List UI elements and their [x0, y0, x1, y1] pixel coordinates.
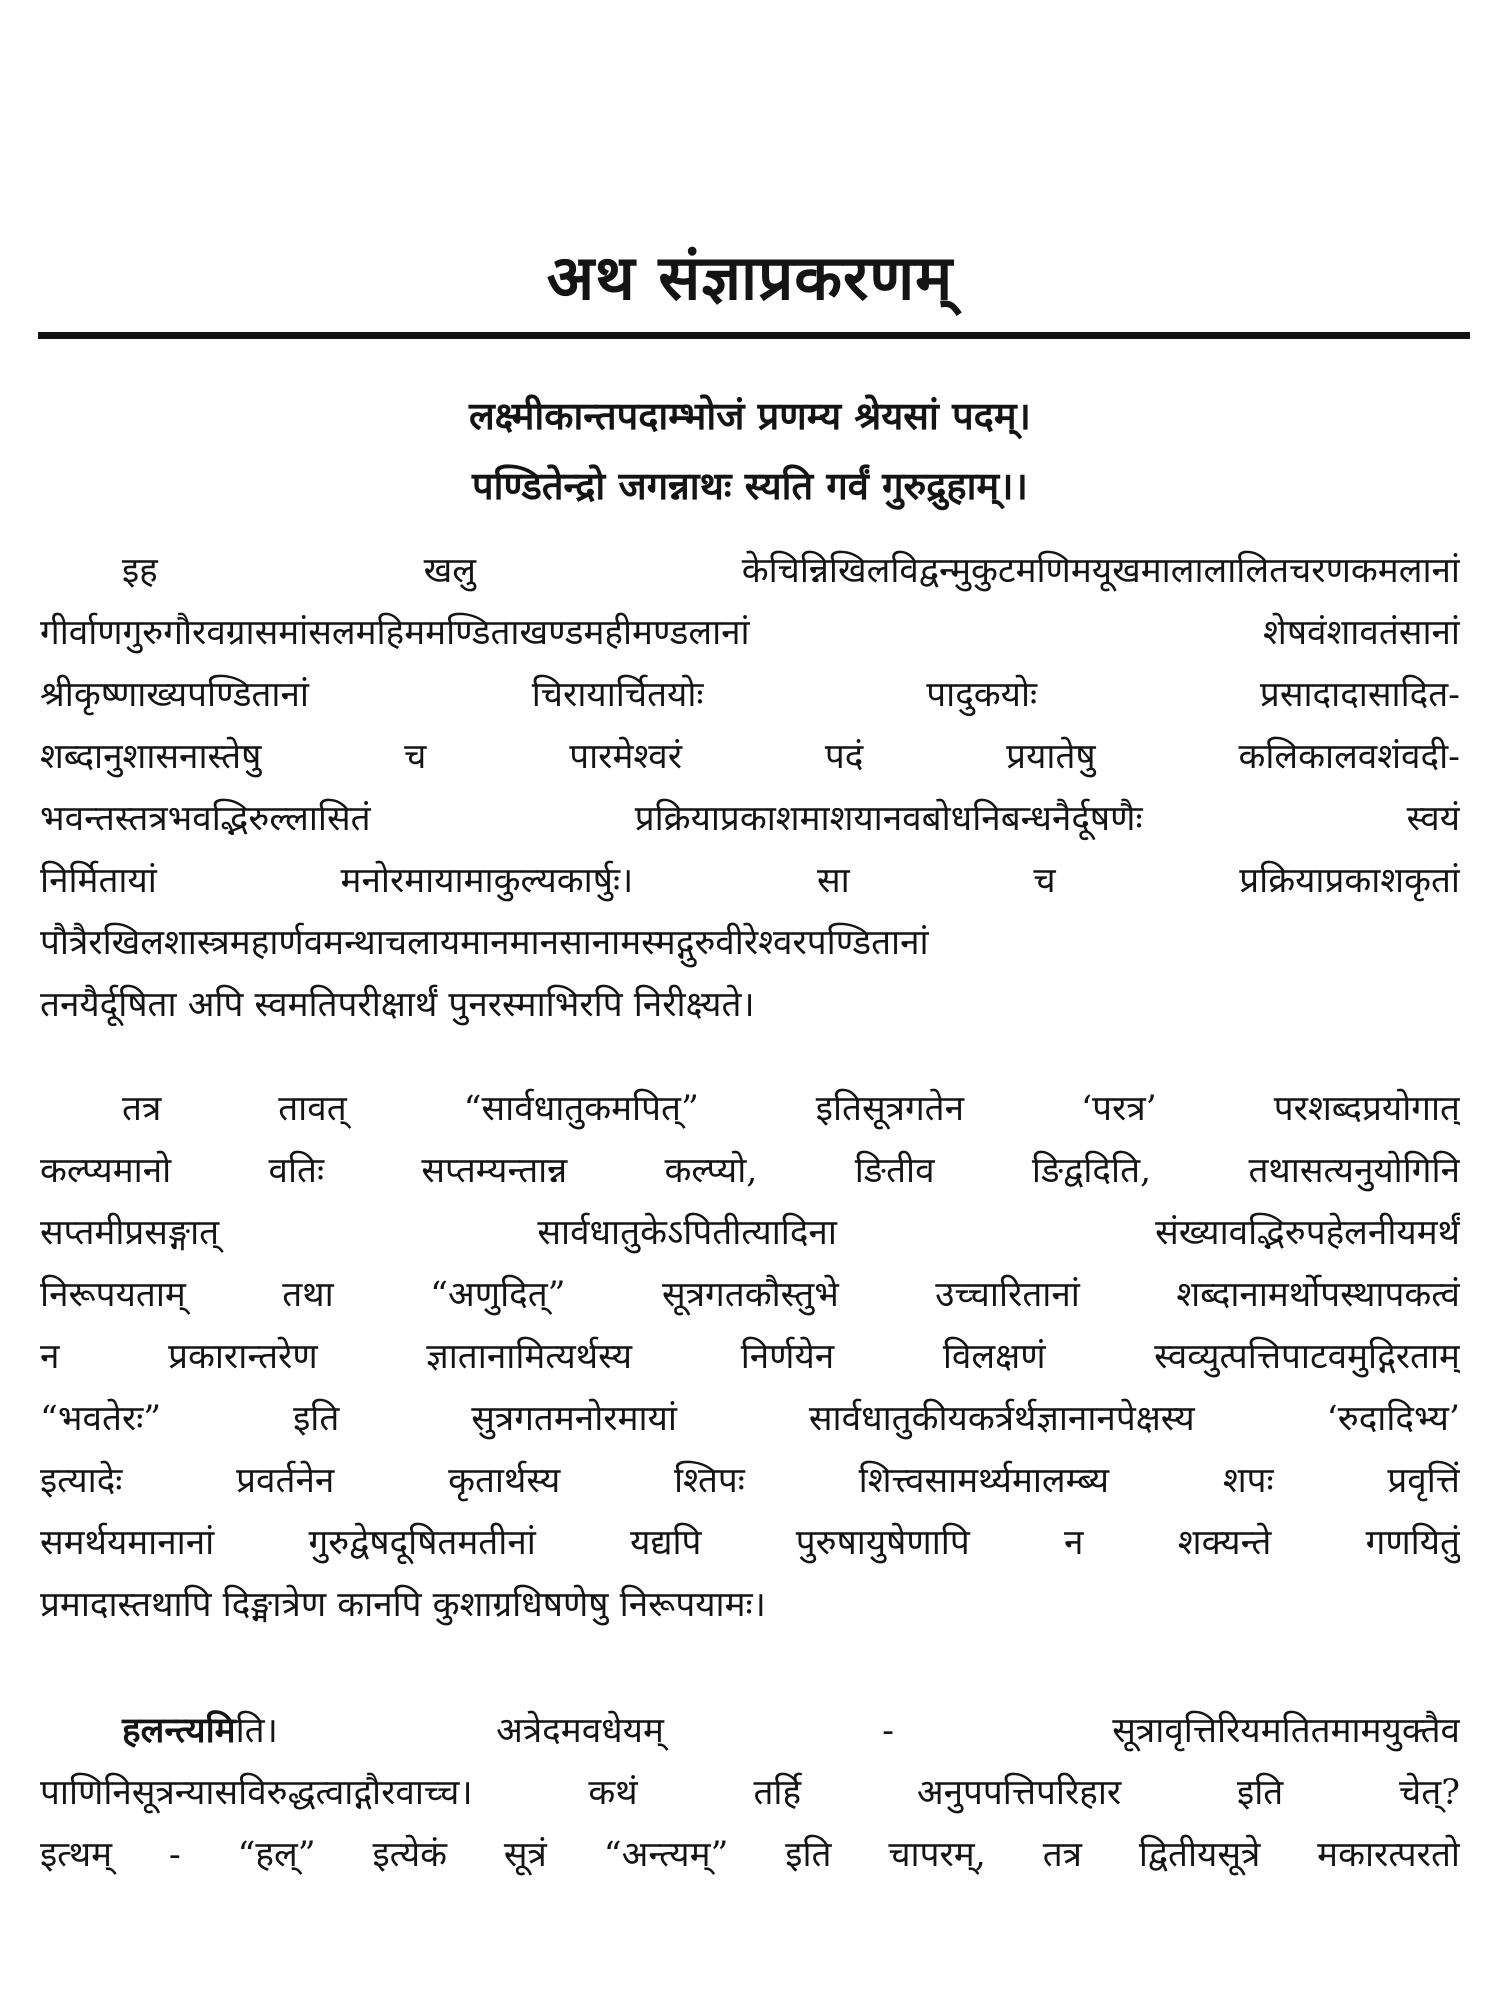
text-line: प्रमादास्तथापि दिङ्मात्रेण कानपि कुशाग्रधिषणेषु निरूपयामः। [40, 1585, 766, 1625]
text-line: सप्तमीप्रसङ्गात् सार्वधातुकेऽपितीत्यादिना संख्यावद्भिरुपहेलनीयमर्थं [40, 1213, 1460, 1253]
text-line: कल्प्यमानो वतिः सप्तम्यन्तान्न कल्प्यो, ङितीव ङिद्वदिति, तथासत्यनुयोगिनि [40, 1151, 1460, 1191]
text-line: निरूपयताम् तथा “अणुदित्” सूत्रगतकौस्तुभे उच्चारितानां शब्दानामर्थोपस्थापकत्वं [40, 1275, 1460, 1315]
paragraph-critique [40, 1078, 1460, 1636]
text-line: न प्रकारान्तरेण ज्ञातानामित्यर्थस्य निर्णयेन विलक्षणं स्वव्युत्पत्तिपाटवमुद्गिरताम् [40, 1337, 1460, 1377]
invocation-verse-line: पण्डितेन्द्रो जगन्नाथः स्यति गर्वं गुरुद्रुहाम्।। [472, 463, 1028, 508]
text-line-rest: ति। अत्रेदमवधेयम् - सूत्रावृत्तिरियमतितमामयुक्तैव [235, 1711, 1460, 1751]
text-line: इत्यादेः प्रवर्तनेन कृतार्थस्य श्तिपः शित्त्वसामर्थ्यमालम्ब्य शपः प्रवृत्तिं [40, 1461, 1460, 1501]
invocation-verse-line: लक्ष्मीकान्तपदाम्भोजं प्रणम्य श्रेयसां पदम्। [469, 393, 1031, 438]
sutra-heading: हलन्त्यमि [122, 1710, 236, 1751]
chapter-title: अथ संज्ञाप्रकरणम् [546, 241, 954, 314]
text-line: पौत्रैरखिलशास्त्रमहार्णवमन्थाचलायमानमानसानामस्मद्गुरुवीरेश्वरपण्डितानां [40, 923, 929, 963]
text-line: भवन्तस्तत्रभवद्भिरुल्लासितं प्रक्रियाप्रकाशमाशयानवबोधनिबन्धनैर्दूषणैः स्वयं [40, 799, 1460, 839]
text-line: इह खलु केचिन्निखिलविद्वन्मुकुटमणिमयूखमालालालितचरणकमलानां [122, 551, 1460, 591]
text-line: इत्थम् - “हल्” इत्येकं सूत्रं “अन्त्यम्” इति चापरम्, तत्र द्वितीयसूत्रे मकारत्परतो [40, 1835, 1460, 1875]
text-line: निर्मितायां मनोरमायामाकुल्यकार्षुः। सा च प्रक्रियाप्रकाशकृतां [40, 861, 1460, 901]
title-underline-rule [38, 332, 1470, 339]
text-line: शब्दानुशासनास्तेषु च पारमेश्वरं पदं प्रयातेषु कलिकालवशंवदी- [40, 737, 1460, 777]
text-line: पाणिनिसूत्रन्यासविरुद्धत्वाद्गौरवाच्च। कथं तर्हि अनुपपत्तिपरिहार इति चेत्? [40, 1773, 1460, 1813]
text-line: गीर्वाणगुरुगौरवग्रासमांसलमहिममण्डिताखण्डमहीमण्डलानां शेषवंशावतंसानां [40, 613, 1460, 653]
text-line: तनयैर्दूषिता अपि स्वमतिपरीक्षार्थं पुनरस्माभिरपि निरीक्ष्यते। [40, 985, 755, 1025]
text-line: समर्थयमानानां गुरुद्वेषदूषितमतीनां यद्यपि पुरुषायुषेणापि न शक्यन्ते गणयितुं [40, 1523, 1460, 1563]
text-line: श्रीकृष्णाख्यपण्डितानां चिरायार्चितयोः पादुकयोः प्रसादादासादित- [40, 675, 1460, 715]
paragraph-halantyam [40, 1700, 1460, 1886]
text-line: तत्र तावत् “सार्वधातुकमपित्” इतिसूत्रगतेन ‘परत्र’ परशब्दप्रयोगात् [122, 1089, 1460, 1129]
text-line [40, 1700, 1460, 1762]
text-line: “भवतेरः” इति सुत्रगतमनोरमायां सार्वधातुकीयकर्त्रर्थज्ञानानपेक्षस्य ‘रुदादिभ्य’ [40, 1399, 1460, 1439]
paragraph-intro [40, 540, 1460, 1036]
